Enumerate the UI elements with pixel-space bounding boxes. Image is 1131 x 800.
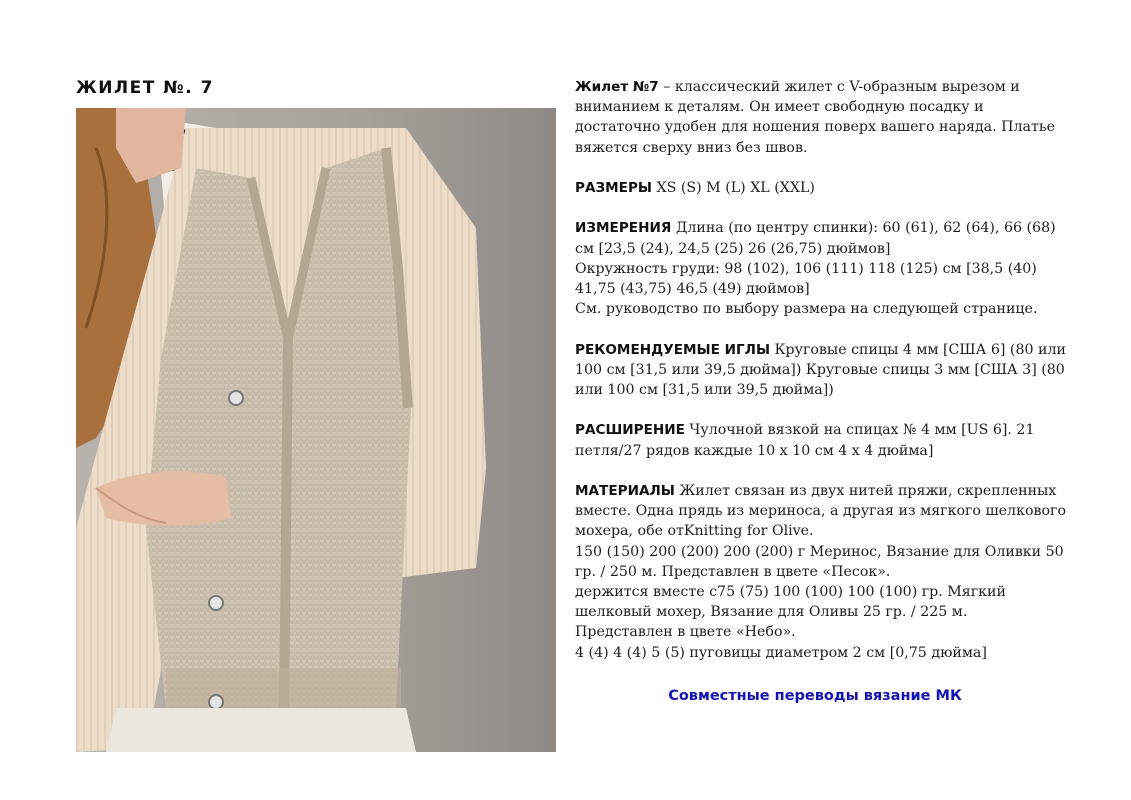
materials-paragraph	[575, 481, 1067, 663]
sizes-paragraph	[575, 178, 1067, 198]
measurements-chest: Окружность груди: 98 (102), 106 (111) 118 (125) см [38,5 (40) 41,75 (43,75) 46,5 (49) дюймов]	[575, 260, 1037, 297]
gauge-text: Чулочной вязкой на спицах № 4 мм [US 6]. 21 петля/27 рядов каждые 10 х 10 см 4 х 4 дюйма]	[575, 422, 1035, 459]
translation-credit: Совместные переводы вязание МК	[668, 688, 962, 704]
measurements-guide-note: См. руководство по выбору размера на следующей странице.	[575, 301, 1038, 318]
measurements-label: ИЗМЕРЕНИЯ	[575, 220, 672, 237]
measurements-paragraph	[575, 218, 1067, 319]
page-title: ЖИЛЕТ №. 7	[76, 78, 214, 98]
gauge-label: РАСШИРЕНИЕ	[575, 422, 685, 439]
materials-buttons: 4 (4) 4 (4) 5 (5) пуговицы диаметром 2 см [0,75 дюйма]	[575, 644, 987, 661]
knitted-vest-photo	[76, 108, 556, 752]
materials-text: Жилет связан из двух нитей пряжи, скрепленных вместе. Одна прядь из мериноса, а другая из мягкого шелкового мохера, обе отKnitting for Olive.	[575, 482, 1066, 540]
materials-mohair: держится вместе с75 (75) 100 (100) 100 (100) гр. Мягкий шелковый мохер, Вязание для Оливы 25 гр. / 225 м. Представлен в цвете «Небо».	[575, 584, 1006, 641]
needles-paragraph	[575, 340, 1067, 401]
intro-paragraph	[575, 77, 1067, 158]
gauge-paragraph	[575, 420, 1067, 460]
pattern-description	[575, 77, 1067, 683]
intro-label: Жилет №7	[575, 79, 659, 95]
needles-label: РЕКОМЕНДУЕМЫЕ ИГЛЫ	[575, 341, 771, 358]
needles-text: Круговые спицы 4 мм [США 6] (80 или 100 см [31,5 или 39,5 дюйма]) Круговые спицы 3 мм [США 3] (80 или 100 см [31,5 или 39,5 дюйма])	[575, 341, 1066, 398]
materials-label: МАТЕРИАЛЫ	[575, 482, 675, 499]
intro-text: – классический жилет с V-образным вырезом и вниманием к деталям. Он имеет свободную посадку и достаточно удобен для ношения поверх вашего наряда. Платье вяжется сверху вниз без швов.	[575, 79, 1055, 156]
sizes-label: РАЗМЕРЫ	[575, 180, 653, 196]
materials-merino: 150 (150) 200 (200) 200 (200) г Меринос, Вязание для Оливки 50 гр. / 250 м. Представлен в цвете «Песок».	[575, 543, 1064, 580]
sizes-text: XS (S) M (L) XL (XXL)	[652, 180, 815, 196]
measurements-text: Длина (по центру спинки): 60 (61), 62 (64), 66 (68) см [23,5 (24), 24,5 (25) 26 (26,75) дюймов]	[575, 220, 1056, 257]
